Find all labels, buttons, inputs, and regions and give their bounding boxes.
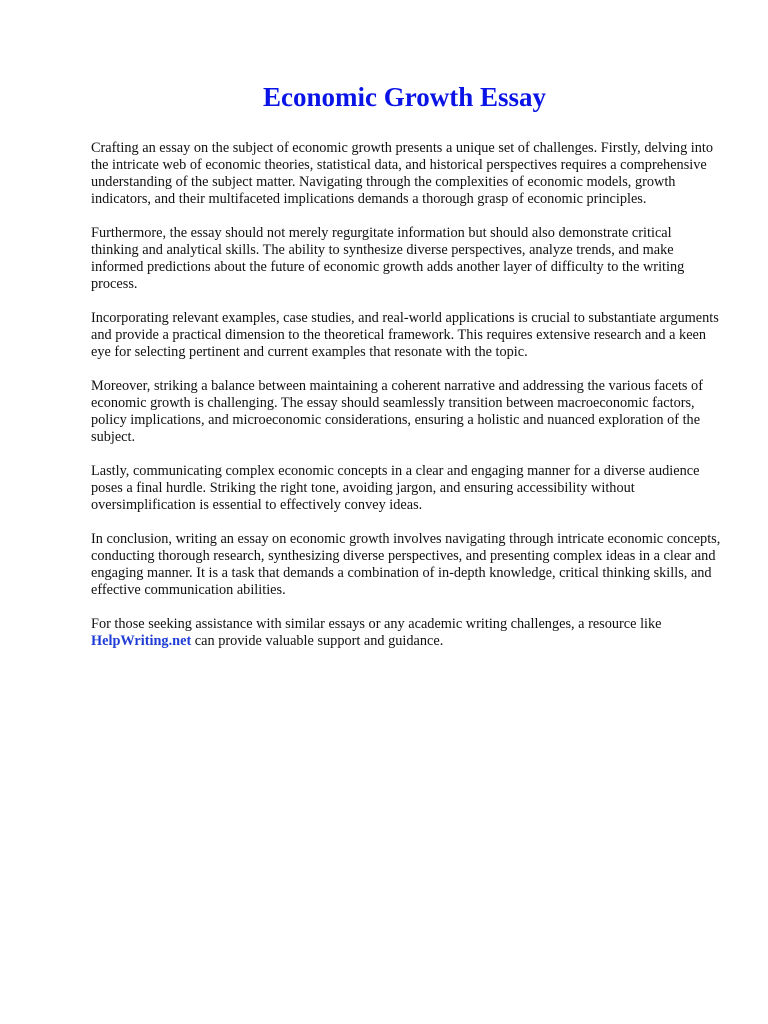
closing-text-after: can provide valuable support and guidance. [191, 633, 444, 649]
paragraph-2: Furthermore, the essay should not merely regurgitate information but should also demonstrate critical thinking and analytical skills. The ability to synthesize diverse perspectives, analyze trends, and make informed predictions about the future of economic growth adds another layer of difficulty to the writing process. [91, 225, 685, 292]
paragraph-4: Moreover, striking a balance between maintaining a coherent narrative and addressing the various facets of economic growth is challenging. The essay should seamlessly transition between macroeconomic factors, policy implications, and microeconomic considerations, ensuring a holistic and nuanced exploration of the subject. [91, 378, 703, 445]
closing-paragraph [91, 616, 721, 650]
paragraph-5: Lastly, communicating complex economic concepts in a clear and engaging manner for a diverse audience poses a final hurdle. Striking the right tone, avoiding jargon, and ensuring accessibility without oversimplification is essential to effectively convey ideas. [91, 463, 700, 513]
document-body [91, 140, 721, 650]
paragraph-3: Incorporating relevant examples, case studies, and real-world applications is crucial to substantiate arguments and provide a practical dimension to the theoretical framework. This requires extensive research and a keen eye for selecting pertinent and current examples that resonate with the topic. [91, 310, 719, 360]
document-title: Economic Growth Essay [262, 82, 546, 112]
paragraph-1: Crafting an essay on the subject of economic growth presents a unique set of challenges. Firstly, delving into the intricate web of economic theories, statistical data, and historical perspectives requires a comprehensive understanding of the subject matter. Navigating through the complexities of economic models, growth indicators, and their multifaceted implications demands a thorough grasp of economic principles. [91, 140, 714, 207]
closing-text-before: For those seeking assistance with similar essays or any academic writing challenges, a resource like [91, 616, 662, 632]
helpwriting-link[interactable]: HelpWriting.net [91, 633, 192, 649]
paragraph-6: In conclusion, writing an essay on economic growth involves navigating through intricate economic concepts, conducting thorough research, synthesizing diverse perspectives, and presenting complex ideas in a clear and engaging manner. It is a task that demands a combination of in-depth knowledge, critical thinking skills, and effective communication abilities. [91, 531, 721, 598]
